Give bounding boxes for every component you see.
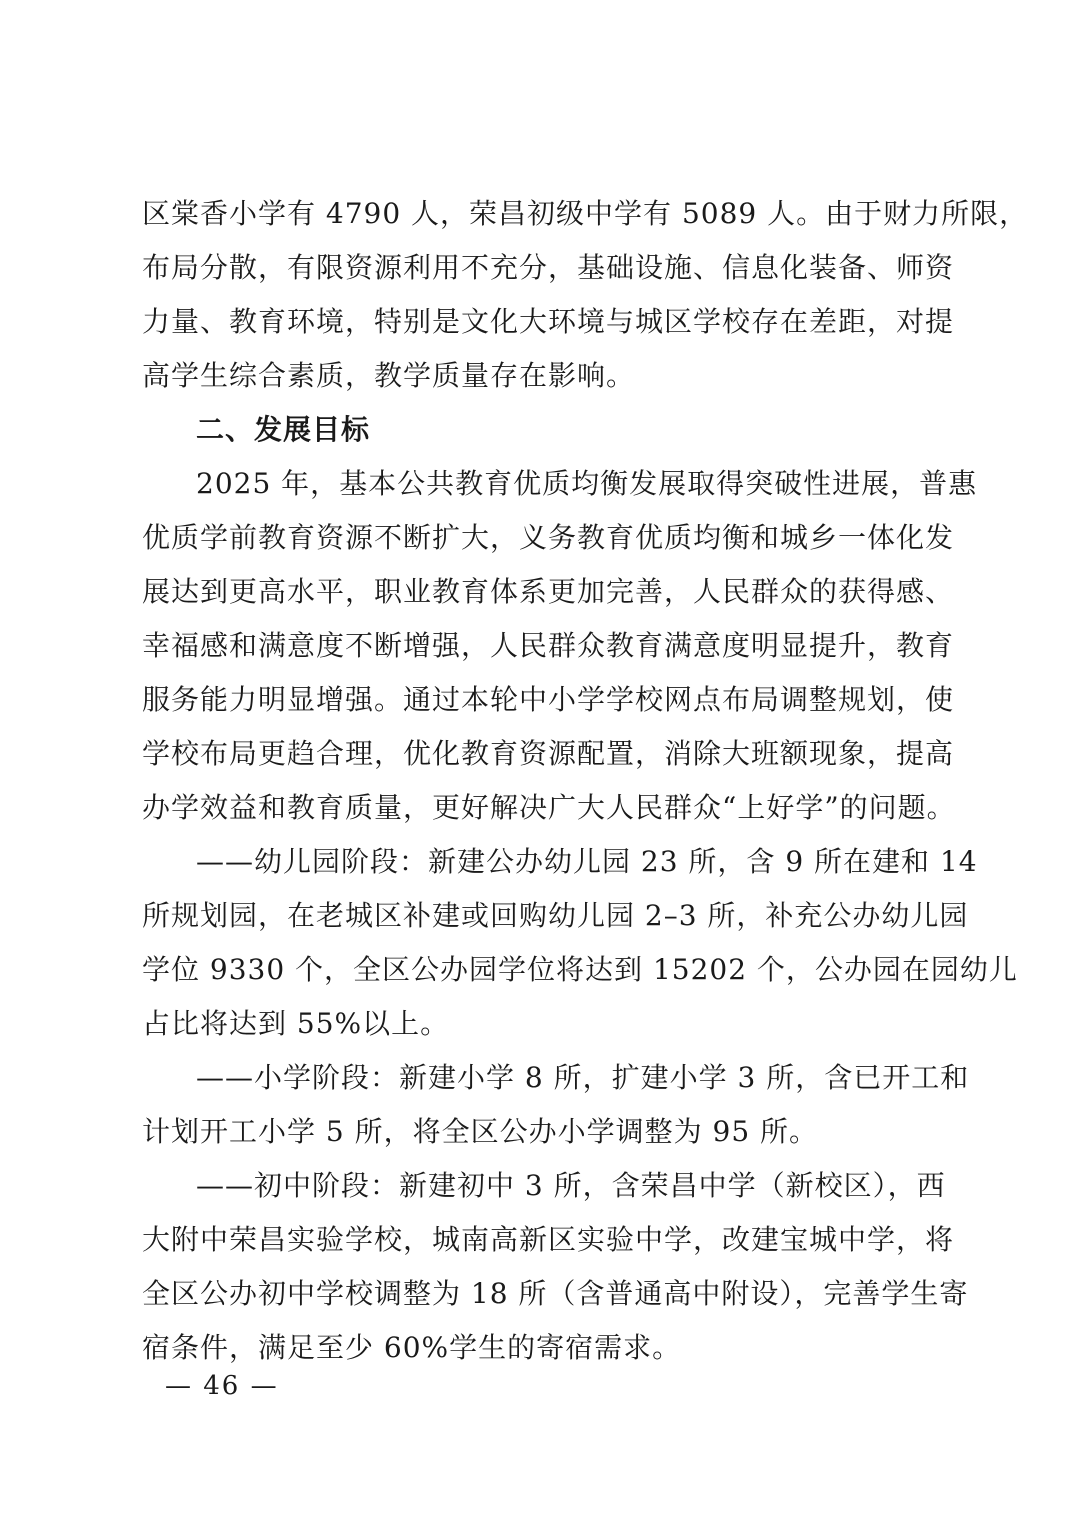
paragraph-line: 学位 9330 个，全区公办园学位将达到 15202 个，公办园在园幼儿	[142, 953, 1018, 986]
paragraph-line: 服务能力明显增强。通过本轮中小学学校网点布局调整规划，使	[142, 683, 955, 716]
section-heading: 二、发展目标	[196, 413, 371, 446]
paragraph-line: 高学生综合素质，教学质量存在影响。	[142, 359, 636, 392]
paragraph-line: 宿条件，满足至少 60%学生的寄宿需求。	[142, 1331, 682, 1364]
paragraph-line: 力量、教育环境，特别是文化大环境与城区学校存在差距，对提	[142, 305, 955, 338]
paragraph-line: 全区公办初中学校调整为 18 所（含普通高中附设），完善学生寄	[142, 1277, 969, 1310]
paragraph-line: 2025 年，基本公共教育优质均衡发展取得突破性进展，普惠	[196, 467, 978, 500]
paragraph-line: ——初中阶段：新建初中 3 所，含荣昌中学（新校区），西	[196, 1169, 946, 1202]
paragraph-line: ——幼儿园阶段：新建公办幼儿园 23 所，含 9 所在建和 14	[196, 845, 978, 878]
paragraph-line: ——小学阶段：新建小学 8 所，扩建小学 3 所，含已开工和	[196, 1061, 970, 1094]
paragraph-line: 大附中荣昌实验学校，城南高新区实验中学，改建宝城中学，将	[142, 1223, 955, 1256]
paragraph-line: 所规划园，在老城区补建或回购幼儿园 2–3 所，补充公办幼儿园	[142, 899, 969, 932]
page-number: — 46 —	[165, 1371, 279, 1401]
paragraph-line: 展达到更高水平，职业教育体系更加完善，人民群众的获得感、	[142, 575, 955, 608]
paragraph-line: 幸福感和满意度不断增强，人民群众教育满意度明显提升，教育	[142, 629, 955, 662]
paragraph-line: 优质学前教育资源不断扩大，义务教育优质均衡和城乡一体化发	[142, 521, 955, 554]
paragraph-line: 区棠香小学有 4790 人，荣昌初级中学有 5089 人。由于财力所限，	[142, 197, 1029, 230]
paragraph-line: 计划开工小学 5 所，将全区公办小学调整为 95 所。	[142, 1115, 819, 1148]
paragraph-line: 学校布局更趋合理，优化教育资源配置，消除大班额现象，提高	[142, 737, 955, 770]
paragraph-line: 占比将达到 55%以上。	[142, 1007, 450, 1040]
paragraph-line: 布局分散，有限资源利用不充分，基础设施、信息化装备、师资	[142, 251, 955, 284]
paragraph-line: 办学效益和教育质量，更好解决广大人民群众“上好学”的问题。	[142, 791, 956, 824]
